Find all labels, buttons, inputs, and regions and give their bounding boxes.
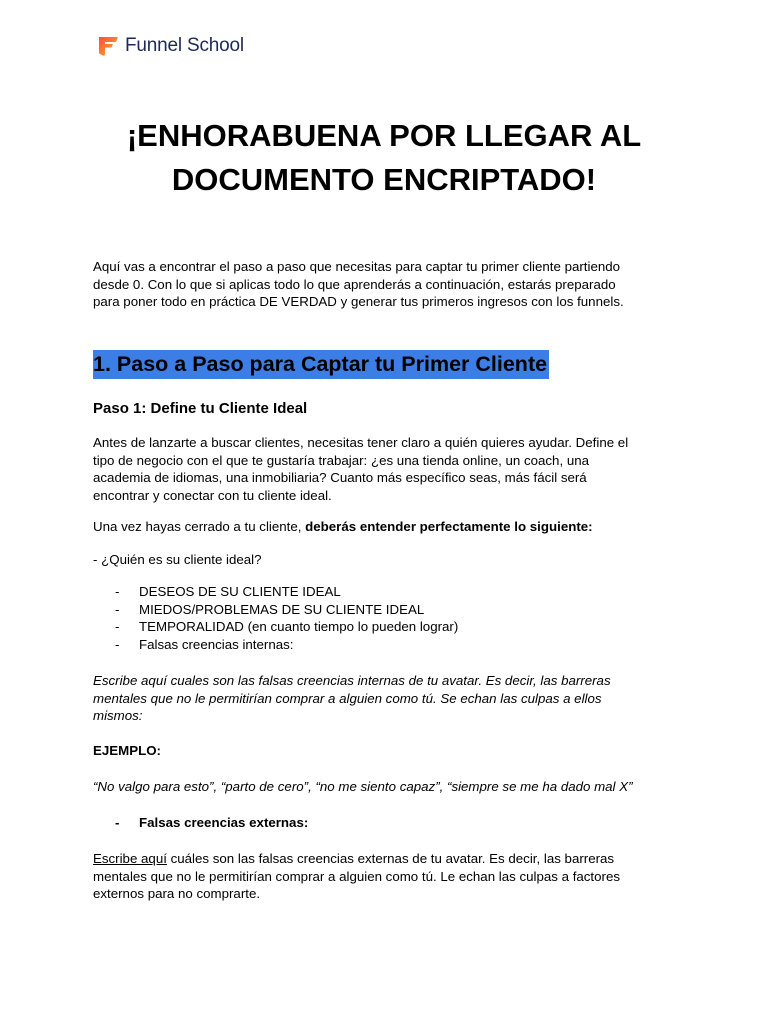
note-line: Escribe aquí cuales son las falsas creencias internas de tu avatar. Es decir, las barreras <box>93 673 611 688</box>
underlined-text: Escribe aquí <box>93 851 167 866</box>
page-title <box>40 114 728 202</box>
title-line-2: DOCUMENTO ENCRIPTADO! <box>171 162 597 197</box>
step-paragraph-line: Antes de lanzarte a buscar clientes, necesitas tener claro a quién quieres ayudar. Define el <box>93 435 629 450</box>
bullet-dash: - <box>115 619 120 635</box>
once-prefix: Una vez hayas cerrado a tu cliente, <box>93 519 306 534</box>
title-line-1: ¡ENHORABUENA POR LLEGAR AL <box>126 118 642 153</box>
step-paragraph-line: encontrar y conectar con tu cliente ideal. <box>93 487 332 503</box>
intro-line: Aquí vas a encontrar el paso a paso que necesitas para captar tu primer cliente partiendo <box>93 259 621 274</box>
once-line <box>93 518 683 536</box>
internal-beliefs-note <box>93 672 683 725</box>
bullet-text: MIEDOS/PROBLEMAS DE SU CLIENTE IDEAL <box>139 601 425 617</box>
step-heading: Paso 1: Define tu Cliente Ideal <box>93 400 308 417</box>
ideal-client-question: - ¿Quién es su cliente ideal? <box>93 552 262 567</box>
bullet-dash: - <box>115 601 120 617</box>
brand-logo <box>97 33 244 59</box>
note-line-rest: cuáles son las falsas creencias externas de tu avatar. Es decir, las barreras <box>166 851 615 866</box>
example-quote: “No valgo para esto”, “parto de cero”, “no me siento capaz”, “siempre se me ha dado mal X” <box>93 779 633 794</box>
note-line: mentales que no le permitirían comprar a alguien como tú. Le echan las culpas a factores <box>93 868 620 884</box>
once-bold: deberás entender perfectamente lo siguiente: <box>305 519 593 534</box>
brand-name: Funnel School <box>125 35 244 56</box>
example-label: EJEMPLO: <box>93 743 161 758</box>
bullet-text: DESEOS DE SU CLIENTE IDEAL <box>139 584 341 599</box>
note-line <box>93 850 683 868</box>
intro-paragraph <box>93 258 683 311</box>
step-paragraph-line: tipo de negocio con el que te gustaría trabajar: ¿es una tienda online, un coach, una <box>93 452 590 468</box>
bullet-text: TEMPORALIDAD (en cuanto tiempo lo pueden lograr) <box>139 619 459 635</box>
step-paragraph <box>93 434 683 504</box>
note-line: mentales que no le permitirían comprar a alguien como tú. Se echan las culpas a ellos <box>93 690 602 706</box>
intro-line: para poner todo en práctica DE VERDAD y generar tus primeros ingresos con los funnels. <box>93 294 624 310</box>
bullet-dash: - <box>115 636 120 652</box>
section-heading: 1. Paso a Paso para Captar tu Primer Cliente <box>93 350 549 379</box>
bullet-text: Falsas creencias externas: <box>139 815 309 830</box>
step-paragraph-line: academia de idiomas, una inmobiliaria? Cuanto más específico seas, más fácil será <box>93 470 587 486</box>
external-beliefs-note <box>93 850 683 903</box>
once-paragraph <box>93 518 683 536</box>
bullet-dash: - <box>115 815 120 830</box>
funnel-school-logo-icon <box>97 35 119 57</box>
bullet-dash: - <box>115 584 120 599</box>
note-line: mismos: <box>93 708 143 724</box>
intro-line: desde 0. Con lo que si aplicas todo lo que aprenderás a continuación, estarás preparado <box>93 276 616 292</box>
note-line: externos para no comprarte. <box>93 886 261 902</box>
bullet-text: Falsas creencias internas: <box>139 636 294 652</box>
